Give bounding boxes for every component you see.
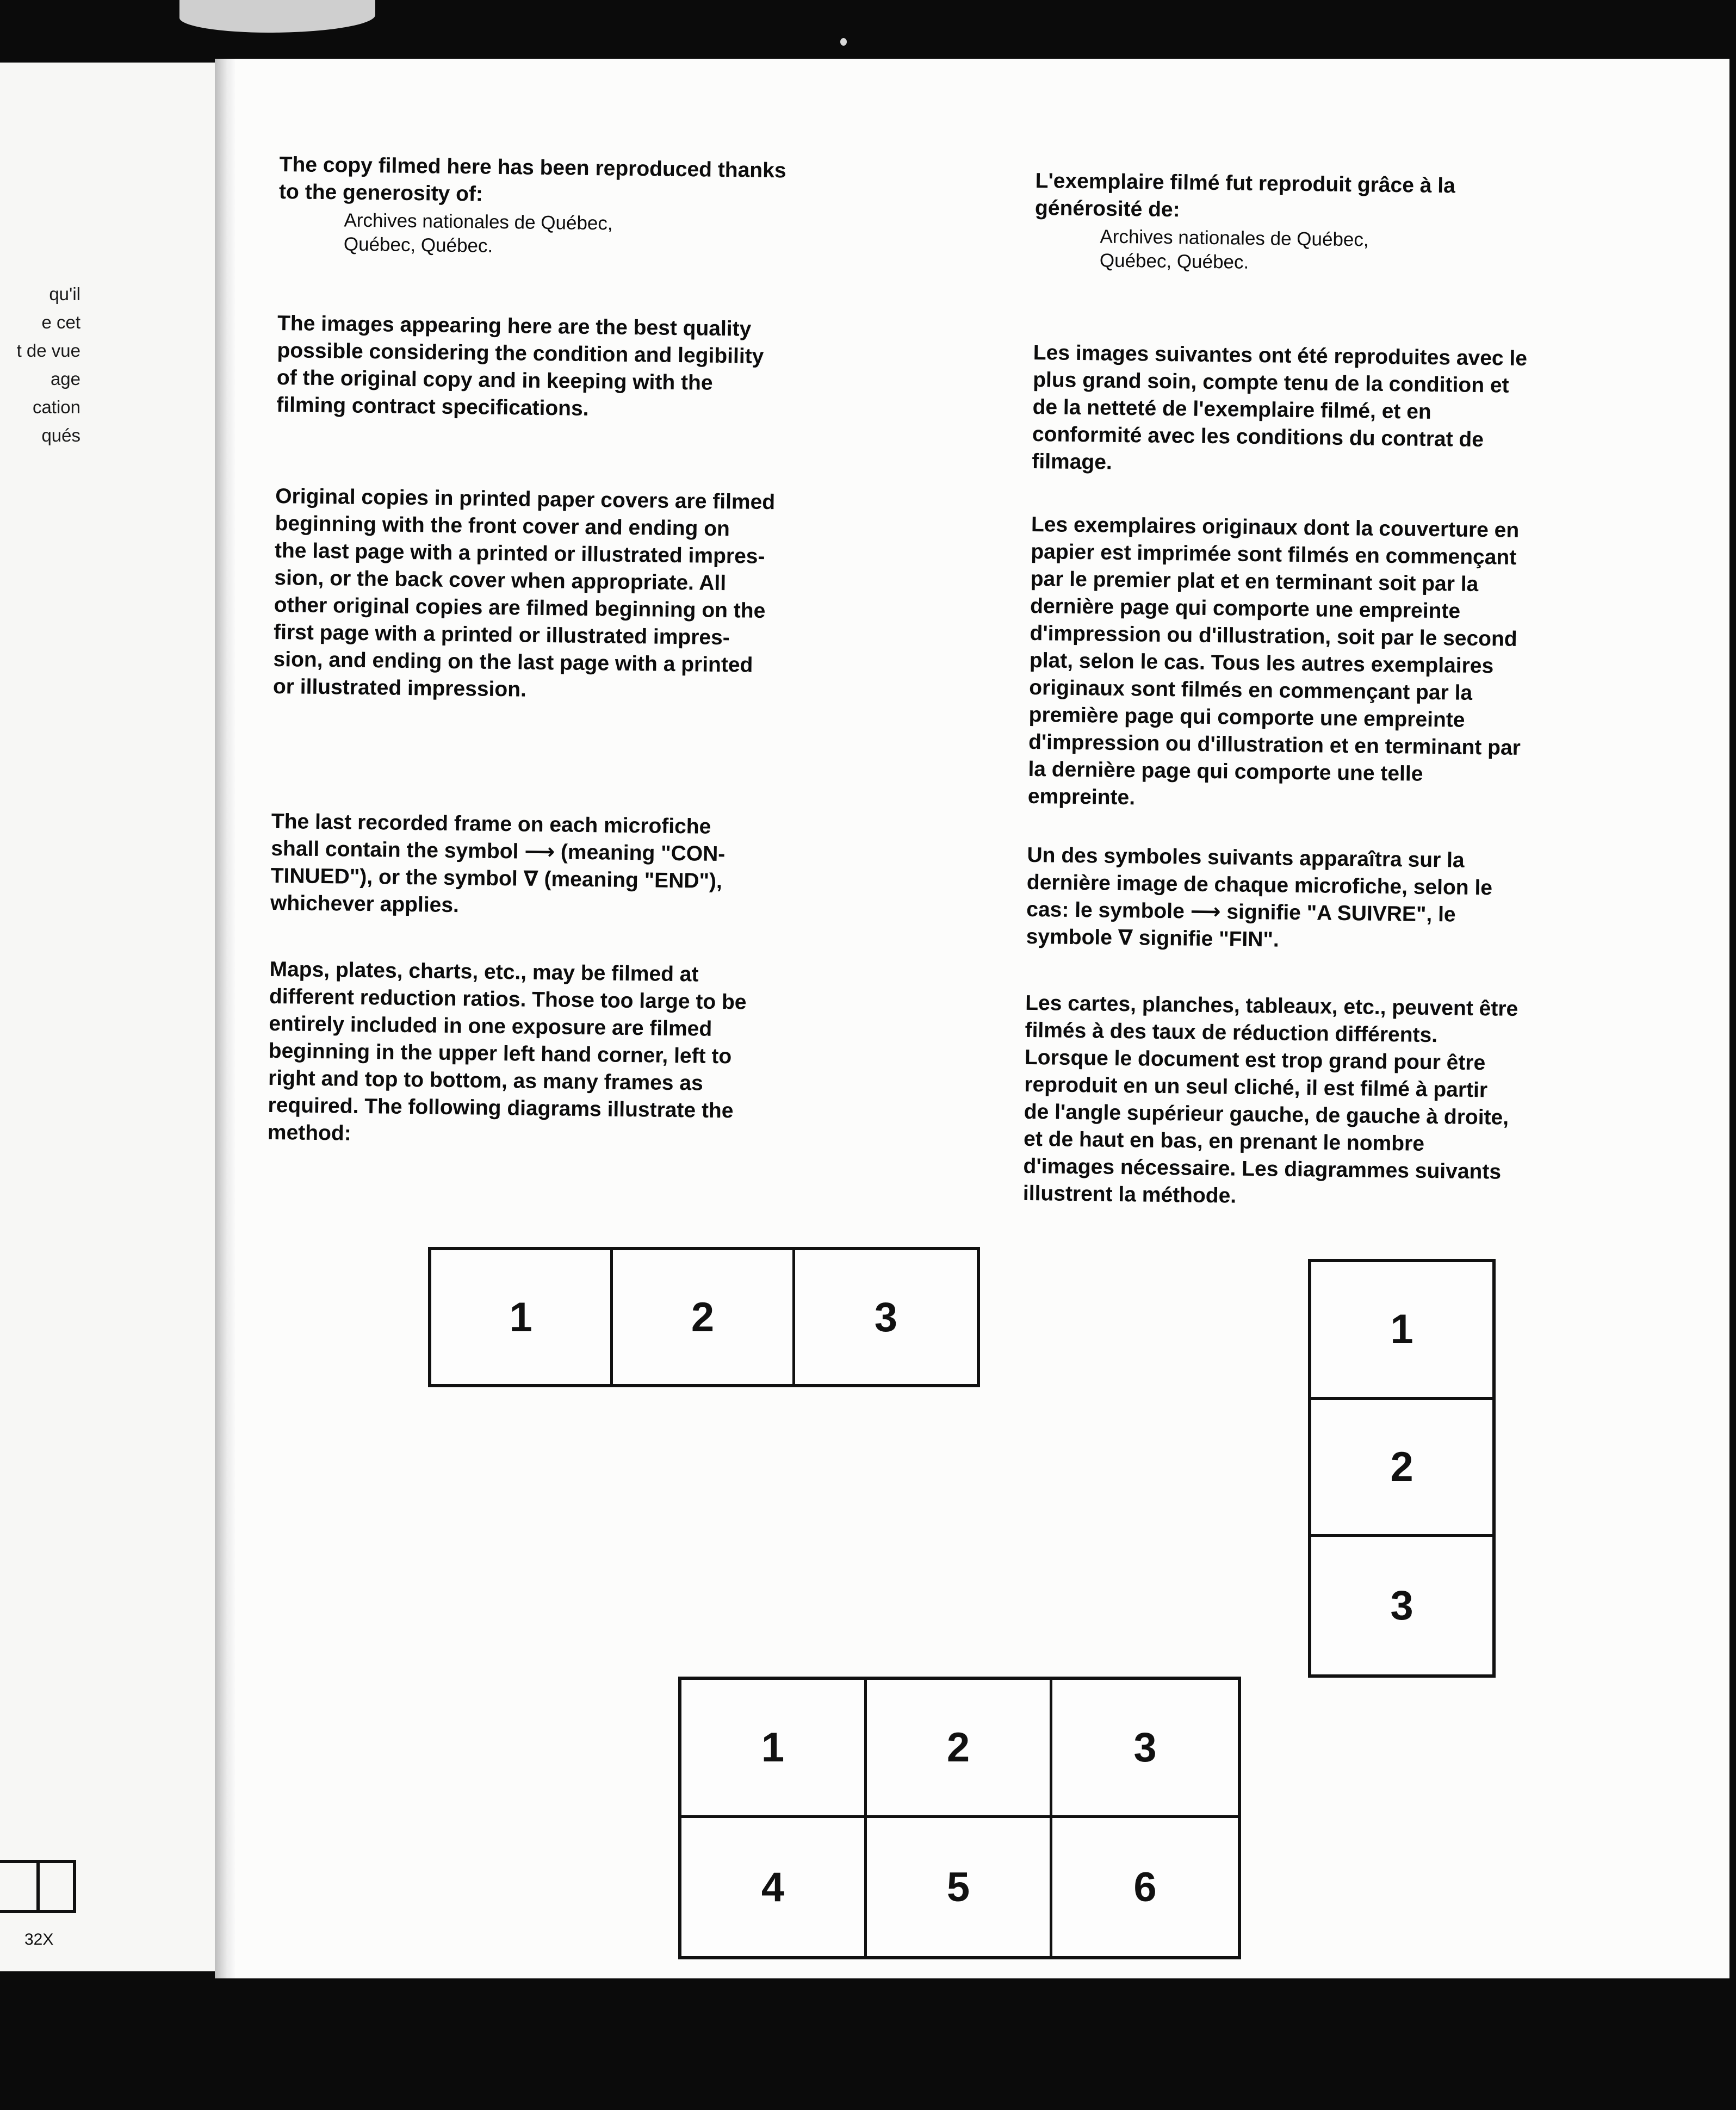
french-quality-paragraph: Les images suivantes ont été reproduites avec le plus grand soin, compte tenu de la condition et de la netteté de l'exemplaire filmé, et en conformité avec les conditions du contrat de filmage. xyxy=(1032,340,1528,474)
scan-speck xyxy=(179,0,375,33)
english-symbols-paragraph: The last recorded frame on each microfiche shall contain the symbol ⟶ (meaning "CON- TINUED"), or the symbol ∇ (meaning "END"), whichever applies. xyxy=(270,809,726,917)
french-covers-paragraph: Les exemplaires originaux dont la couverture en papier est imprimée sont filmés en commençant par le premier plat et en terminant soit par la dernière page qui comporte une empreinte d'impression ou d'illustration, soit par le second plat, selon le cas. Tous les autres exemplaires originaux sont filmés en commençant par la première page qui comporte une empreinte d'impression ou d'illustration et en terminant par la dernière page qui comporte une telle empreinte. xyxy=(1027,512,1521,810)
english-maps-paragraph: Maps, plates, charts, etc., may be filmed at different reduction ratios. Those too large to be entirely included in one exposure are filmed beginning in the upper left hand corner, left to right and top to bottom, as many frames as required. The following diagrams illustrate the method: xyxy=(267,957,747,1145)
previous-page-fragment: qués xyxy=(41,425,80,445)
previous-page-diagram-cell xyxy=(0,1863,36,1910)
scan-speck xyxy=(840,38,847,46)
english-covers-paragraph: Original copies in printed paper covers are filmed beginning with the front cover and ending on the last page with a printed or illustrated impres- sion, or the back cover when appropriate. All other original copies are filmed beginning on the first page with a printed or illustrated impres- sion, and ending on the last page with a printed or illustrated impression. xyxy=(272,484,776,702)
diagram-grid-of-six xyxy=(678,1677,1241,1959)
previous-page-fragment: age xyxy=(50,369,80,389)
diagram-row-of-three xyxy=(428,1247,980,1387)
previous-page xyxy=(0,63,215,1971)
french-institution: Archives nationales de Québec, Québec, Québec. xyxy=(1099,226,1369,273)
previous-page-text xyxy=(0,280,109,450)
frame-cell: 4 xyxy=(681,1818,867,1956)
previous-page-fragment: qu'il xyxy=(49,284,80,304)
english-column xyxy=(268,151,948,1155)
frame-cell: 2 xyxy=(867,1680,1052,1818)
frame-cell: 1 xyxy=(681,1680,867,1818)
frame-cell: 1 xyxy=(431,1250,613,1384)
french-column xyxy=(1023,167,1736,1218)
french-credit-intro: L'exemplaire filmé fut reproduit grâce à la générosité de: xyxy=(1034,169,1456,222)
diagram-column-of-three xyxy=(1308,1259,1496,1678)
french-maps-paragraph: Les cartes, planches, tableaux, etc., peuvent être filmés à des taux de réduction différents. Lorsque le document est trop grand pour être reproduit en un seul cliché, il est filmé à partir de l'angle supérieur gauche, de gauche à droite, et de haut en bas, en prenant le nombre d'images nécessaire. Les diagrammes suivants illustrent la méthode. xyxy=(1022,991,1518,1208)
frame-cell: 6 xyxy=(1133,1864,1157,1910)
frame-cell: 2 xyxy=(1311,1400,1492,1537)
page-gutter xyxy=(215,59,235,1978)
frame-cell: 3 xyxy=(1052,1680,1238,1818)
frame-cell: 2 xyxy=(613,1250,795,1384)
frame-cell: 3 xyxy=(1390,1582,1413,1629)
previous-page-fragment: t de vue xyxy=(16,340,80,361)
english-institution: Archives nationales de Québec, Québec, Québec. xyxy=(343,209,613,257)
french-symbols-paragraph: Un des symboles suivants apparaîtra sur la dernière image de chaque microfiche, selon le cas: le symbole ⟶ signifie "A SUIVRE", le symbole ∇ signifie "FIN". xyxy=(1026,843,1493,952)
frame-cell: 5 xyxy=(867,1818,1052,1956)
english-credit-intro: The copy filmed here has been reproduced thanks to the generosity of: xyxy=(278,152,786,206)
previous-page-diagram-cell xyxy=(36,1863,73,1910)
previous-page-fragment: e cet xyxy=(41,312,80,332)
previous-page-fragment: cation xyxy=(32,397,80,417)
notice-page xyxy=(235,59,1729,1978)
previous-page-diagram xyxy=(0,1860,76,1913)
reduction-scale-label: 32X xyxy=(24,1931,54,1948)
frame-cell: 1 xyxy=(1311,1262,1492,1400)
english-quality-paragraph: The images appearing here are the best quality possible considering the condition and legibility of the original copy and in keeping with the filming contract specifications. xyxy=(276,311,764,420)
frame-cell: 3 xyxy=(874,1294,897,1341)
